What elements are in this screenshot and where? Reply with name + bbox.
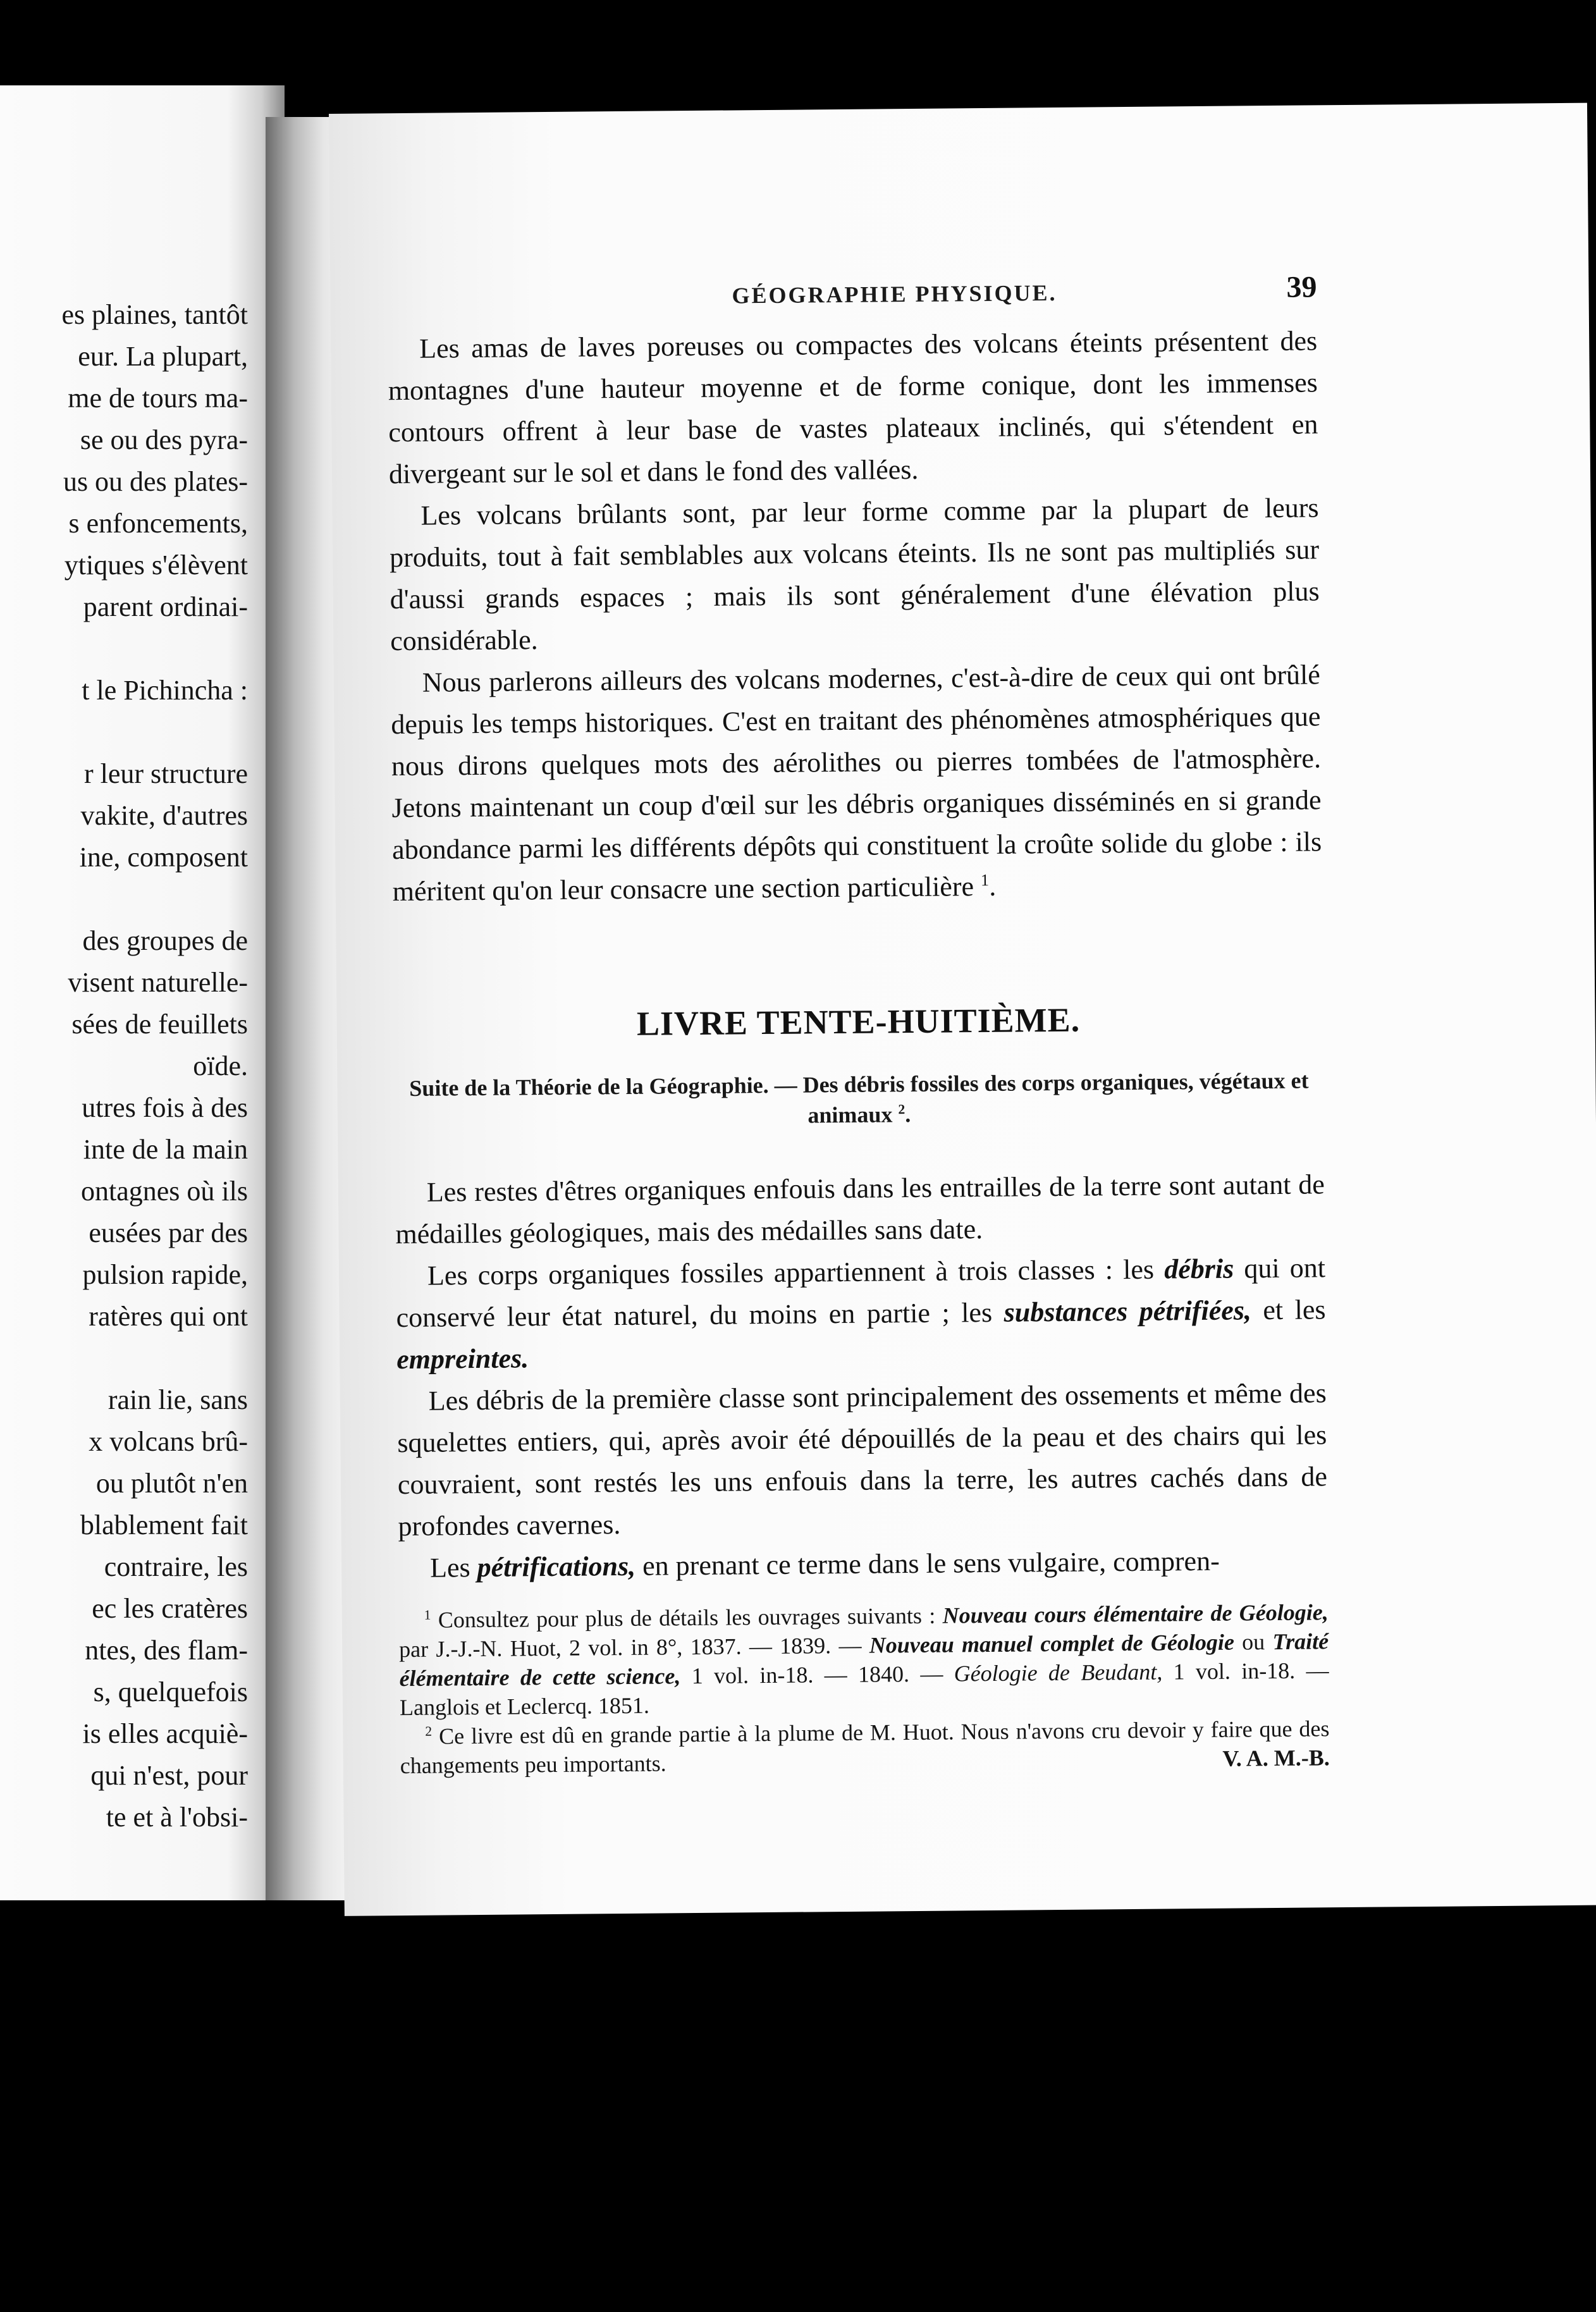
page-number: 39: [1286, 270, 1317, 304]
previous-page-line: oïde.: [193, 1050, 248, 1081]
previous-page-line: des groupes de: [82, 925, 248, 956]
previous-page-line: utres fois à des: [82, 1092, 248, 1123]
signature: V. A. M.-B.: [1222, 1745, 1330, 1771]
previous-page-line: me de tours ma-: [68, 383, 248, 414]
running-title: GÉOGRAPHIE PHYSIQUE.: [732, 280, 1057, 309]
paragraph-text: Nous parlerons ailleurs des volcans modernes, c'est-à-dire de ceux qui ont brûlé depuis les temps historiques. C'est en traitant des phénomènes atmosphériques que nous dirons quelques mots des aérolithes ou pierres tombées de l'atmosphère. Jetons maintenant un coup d'œil sur les débris organiques disséminés en si grande abondance parmi les différents dépôts qui constituent la croûte solide du globe : ils méritent qu'on leur consacre une section particulière: [391, 659, 1322, 907]
paragraph: [398, 1539, 1329, 1589]
previous-page-line: contraire, les: [104, 1551, 248, 1582]
footnote-mark: 2: [425, 1723, 433, 1739]
paragraph: Nous parlerons ailleurs des volcans modernes, c'est-à-dire de ceux qui ont brûlé depuis les temps historiques. C'est en traitant des phénomènes atmosphériques que nous dirons quelques mots des aérolithes ou pierres tombées de l'atmosphère. Jetons maintenant un coup d'œil sur les débris organiques disséminés en si grande abondance parmi les différents dépôts qui constituent la croûte solide du globe : ils méritent qu'on leur consacre une section particulière $^1$.: [391, 659, 1322, 907]
paragraph: Les restes d'êtres organiques enfouis dans les entrailles de la terre sont autant de médailles géologiques, mais des médailles sans date.: [395, 1169, 1325, 1250]
previous-page-line: sées de feuillets: [71, 1009, 248, 1040]
previous-page-line: se ou des pyra-: [80, 424, 248, 455]
footnotes: [399, 1597, 1330, 1780]
book-subtitle: Suite de la Théorie de la Géographie. — Des débris fossiles des corps organiques, végétaux et animaux $^2$.: [409, 1067, 1309, 1128]
previous-page-line: parent ordinai-: [83, 591, 248, 622]
previous-page-line: ontagnes où ils: [81, 1176, 248, 1207]
page: [329, 103, 1596, 1916]
previous-page-line: te et à l'obsi-: [106, 1802, 248, 1833]
text-run: 1 vol. in-18. — 1840. —: [680, 1661, 954, 1689]
emphasis: empreintes.: [396, 1343, 529, 1375]
previous-page-line: ytiques s'élèvent: [64, 550, 248, 581]
previous-page-line: ec les cratères: [92, 1593, 248, 1624]
paragraph: Les volcans brûlants sont, par leur forme comme par la plupart de leurs produits, tout à fait semblables aux volcans éteints. Ils ne sont pas multipliés sur d'aussi grands espaces ; mais ils sont généralement d'une élévation plus considérable.: [389, 492, 1320, 657]
text-run: Les corps organiques fossiles appartiennent à trois classes : les: [427, 1253, 1165, 1291]
previous-page-line: qui n'est, pour: [90, 1760, 248, 1791]
previous-page-line: s, quelquefois: [93, 1676, 248, 1707]
book-subtitle-text: Suite de la Théorie de la Géographie. — Des débris fossiles des corps organiques, végétaux et animaux: [409, 1067, 1309, 1128]
previous-page-line: t le Pichincha :: [82, 675, 248, 706]
text-run: ou: [1234, 1629, 1273, 1655]
running-head: [387, 270, 1317, 323]
previous-page-line: ntes, des flam-: [85, 1635, 248, 1666]
previous-page-line: x volcans brû-: [89, 1426, 248, 1457]
paragraph: Les débris de la première classe sont principalement des ossements et même des squelettes entiers, qui, après avoir été dépouillés de la peau et des chairs qui les couvraient, sont restés les uns enfouis dans la terre, les autres cachés dans de profondes cavernes.: [397, 1377, 1328, 1542]
previous-page-line: pulsion rapide,: [82, 1259, 248, 1290]
previous-page-line: vakite, d'autres: [80, 800, 248, 831]
previous-page-line: blablement fait: [80, 1510, 248, 1540]
emphasis: débris: [1163, 1253, 1234, 1285]
previous-page: [0, 85, 285, 1900]
page-content: [386, 105, 1330, 1779]
book-reference: Géologie de Beudant,: [954, 1659, 1163, 1687]
footnote-reference[interactable]: 2: [898, 1102, 905, 1117]
previous-page-line: is elles acquiè-: [82, 1718, 248, 1749]
previous-page-line: rain lie, sans: [107, 1384, 248, 1415]
footnote-1: [399, 1597, 1330, 1722]
paragraph: [396, 1247, 1327, 1380]
emphasis: substances pétrifiées,: [1004, 1294, 1252, 1328]
text-run: et les: [1251, 1294, 1326, 1326]
previous-page-line: ine, composent: [79, 842, 248, 873]
text-run: Ce livre est dû en grande partie à la plume de M. Huot. Nous n'avons cru devoir y faire que des changements peu importants.: [400, 1716, 1330, 1779]
previous-page-line: ou plutôt n'en: [95, 1468, 248, 1499]
footnote-reference[interactable]: 1: [980, 870, 990, 890]
emphasis: pétrifications,: [477, 1550, 636, 1583]
text-run: qui ont conservé leur état naturel, du moins en partie ; les: [396, 1252, 1326, 1334]
text-run: 1 vol. in-18. — Langlois et Leclercq. 1851.: [399, 1657, 1329, 1721]
previous-page-line: eusées par des: [89, 1217, 248, 1248]
book-title: LIVRE TENTE-HUITIÈME.: [636, 1000, 1081, 1043]
footnote-mark: 1: [424, 1607, 431, 1623]
book-reference: Traité élémentaire de cette science,: [399, 1628, 1329, 1692]
previous-page-line: es plaines, tantôt: [61, 299, 248, 330]
text-run: par J.-J.-N. Huot, 2 vol. in 8°, 1837. — 1839. —: [399, 1632, 869, 1663]
previous-page-line: us ou des plates-: [63, 466, 248, 497]
text-run: Consultez pour plus de détails les ouvrages suivants :: [438, 1602, 943, 1633]
previous-page-line: s enfoncements,: [68, 508, 248, 539]
book-reference: Nouveau manuel complet de Géologie: [869, 1629, 1235, 1658]
text-run: Les: [429, 1552, 477, 1583]
previous-page-line: ratères qui ont: [89, 1301, 248, 1332]
text-run: en prenant ce terme dans le sens vulgaire, compren-: [635, 1545, 1220, 1582]
book-reference: Nouveau cours élémentaire de Géologie,: [942, 1599, 1329, 1628]
paragraph: Les amas de laves poreuses ou compactes des volcans éteints présentent des montagnes d'une hauteur moyenne et de forme conique, dont les immenses contours offrent à leur base de vastes plateaux inclinés, qui s'étendent en divergeant sur le sol et dans le fond des vallées.: [388, 325, 1318, 490]
body-text: [388, 320, 1330, 1780]
footnote-2: [400, 1714, 1330, 1780]
previous-page-line: visent naturelle-: [68, 967, 248, 998]
previous-page-line: r leur structure: [84, 758, 248, 789]
previous-page-line: eur. La plupart,: [78, 341, 248, 372]
previous-page-line: inte de la main: [83, 1134, 248, 1165]
